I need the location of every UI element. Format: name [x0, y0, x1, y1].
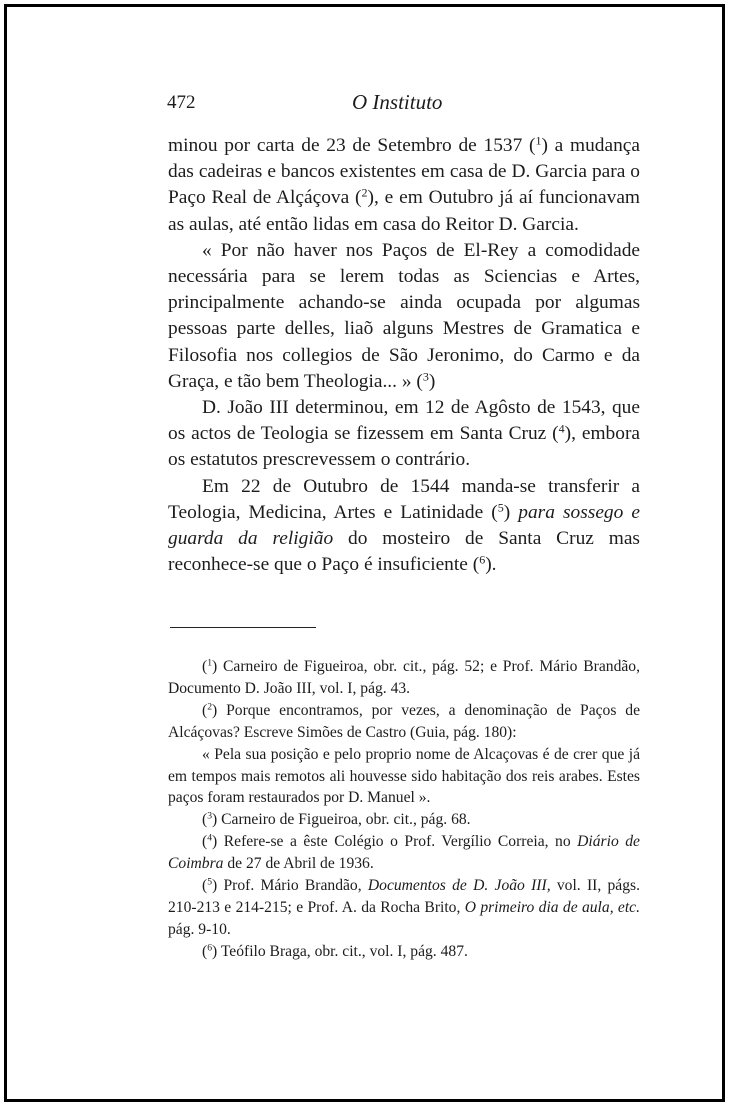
footnote-ref-3: 3	[422, 369, 429, 384]
page-number: 472	[167, 92, 196, 113]
footnote-1: ($^1$) Carneiro de Figueiroa, obr. cit., pág. 52; e Prof. Mário Brandão, Documento D. João III, vol. I, pág. 43.	[168, 657, 640, 697]
footnote-4: ($^4$) Refere-se a êste Colégio o Prof. Vergílio Correia, no Diário de Coimbra de 27 de Abril de 1936.	[168, 832, 640, 873]
main-text	[168, 133, 640, 578]
footnote-ref-4: 4	[558, 421, 565, 436]
paragraph-1: minou por carta de 23 de Setembro de 1537 ($^1$) a mudança das cadeiras e bancos existentes em casa de D. Garcia para o Paço Real de Alçáçova ($^2$), e em Outubro já aí funcionavam as aulas, até então lidas em casa do Reitor D. Garcia.	[168, 133, 641, 235]
paragraph-3: D. João III determinou, em 12 de Agôsto de 1543, que os actos de Teologia se fizessem em Santa Cruz ($^4$), embora os estatutos prescrevessem o contrário.	[168, 397, 641, 471]
footnote-ref-5: 5	[497, 500, 504, 515]
footnote-separator	[170, 627, 316, 628]
running-title: O Instituto	[352, 90, 443, 114]
italic-phrase: para sossego e guarda da religião	[168, 501, 640, 550]
footnote-ref-6: 6	[479, 552, 486, 567]
footnote-6: ($^6$) Teófilo Braga, obr. cit., vol. I, pág. 487.	[202, 942, 468, 960]
footnote-2: ($^2$) Porque encontramos, por vezes, a denominação de Paços de Alcáçovas? Escreve Simões de Castro (Guia, pág. 180):	[168, 701, 640, 741]
footnote-ref-2: 2	[361, 185, 368, 200]
paragraph-4: Em 22 de Outubro de 1544 manda-se transferir a Teologia, Medicina, Artes e Latinidade ($^5$) para sossego e guarda da religião do mosteiro de Santa Cruz mas reconhece-se que o Paço é insuficiente ($^6$).	[168, 475, 640, 576]
footnote-3: ($^3$) Carneiro de Figueiroa, obr. cit., pág. 68.	[202, 811, 471, 829]
footnote-2-quote: « Pela sua posição e pelo proprio nome de Alcaçovas é de crer que já em tempos mais remotos ali houvesse sido habitação dos reis arabes. Estes paços foram restaurados por D. Manuel ».	[168, 745, 640, 807]
paragraph-2-quote: « Por não haver nos Paços de El-Rey a comodidade necessária para se lerem todas as Sciencias e Artes, principalmente achando-se ainda ocupada por algumas pessoas parte delles, liaõ alguns Mestres de Gramatica e Filosofia nos collegios de São Jeronimo, do Carmo e da Graça, e tão bem Theologia... » ($^3$)	[168, 239, 640, 392]
footnote-5: ($^5$) Prof. Mário Brandão, Documentos de D. João III, vol. II, págs. 210-213 e 214-215; e Prof. A. da Rocha Brito, O primeiro dia de aula, etc. pág. 9-10.	[168, 876, 640, 938]
footnotes	[168, 656, 640, 963]
footnote-ref-1: 1	[535, 133, 542, 148]
